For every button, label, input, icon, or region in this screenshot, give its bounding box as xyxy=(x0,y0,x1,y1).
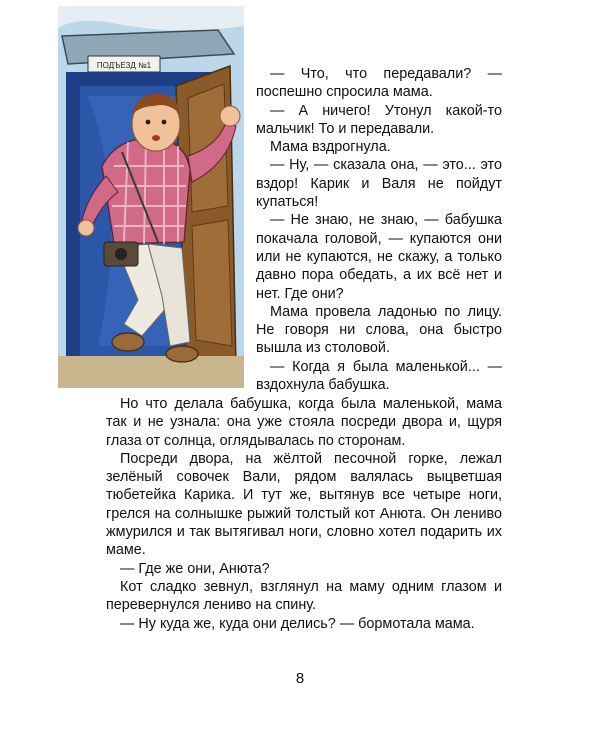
paragraph: — Не знаю, не знаю, — бабушка покачала головой, — купаются они или не купаются, не скажу, а только давно пора обедать, а их всё нет и нет. Где они? xyxy=(256,212,502,302)
paragraph: — Ну, — сказала она, — это... это вздор! Карик и Валя не пойдут купаться! xyxy=(256,157,502,211)
column-text xyxy=(256,65,502,394)
paragraph: Но что делала бабушка, когда была маленькой, мама так и не узнала: она уже стояла посреди двора и, щуря глаза от солнца, оглядывалась по сторонам. xyxy=(106,396,502,449)
page-number: 8 xyxy=(295,670,305,687)
paragraph: — А ничего! Утонул какой-то мальчик! То и передавали. xyxy=(256,102,502,137)
paragraph: Мама вздрогнула. xyxy=(270,139,391,156)
illustration xyxy=(58,6,244,388)
paragraph: Мама провела ладонью по лицу. Не говоря ни слова, она быстро вышла из столовой. xyxy=(256,303,502,357)
sign-text: ПОДЪЕЗД №1 xyxy=(96,61,152,70)
paragraph: Кот сладко зевнул, взглянул на маму одним глазом и перевернулся лениво на спину. xyxy=(106,578,502,614)
boy-running-illustration xyxy=(58,6,244,388)
paragraph: — Что, что передавали? — поспешно спросила мама. xyxy=(256,66,502,101)
paragraph: — Ну куда же, куда они делись? — бормотала мама. xyxy=(120,615,475,632)
paragraph: — Когда я была маленькой... — вздохнула бабушка. xyxy=(256,358,502,394)
paragraph: — Где же они, Анюта? xyxy=(120,560,270,577)
full-width-text xyxy=(106,395,502,633)
paragraph: Посреди двора, на жёлтой песочной горке, лежал зелёный совочек Вали, рядом валялась выцветшая тюбетейка Карика. И тут же, вытянув все четыре ноги, грелся на солнышке рыжий толстый кот Анюта. Он лениво жмурился и так вытягивал ноги, словно хотел подарить их маме. xyxy=(106,450,502,559)
